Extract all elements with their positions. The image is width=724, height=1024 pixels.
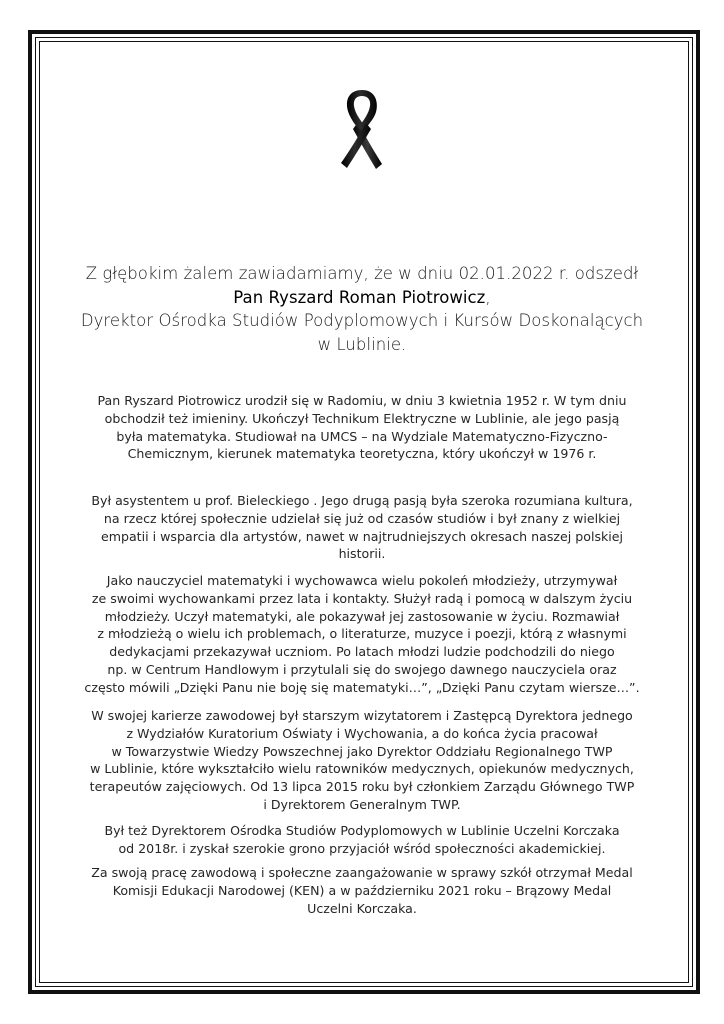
heading-line-1: Z głębokim żalem zawiadamiamy, że w dniu 02.01.2022 r. odszedł [85, 264, 639, 283]
biography-paragraph-1 [76, 392, 648, 463]
biography-paragraph-2 [76, 492, 648, 563]
paragraph-line: i Dyrektorem Generalnym TWP. [263, 796, 461, 812]
biography-paragraph-3 [76, 572, 648, 697]
paragraph-line: dedykacjami przekazywał uczniom. Po latach młodzi ludzie podchodzili do niego [109, 644, 615, 660]
paragraph-line: od 2018r. i zyskał szerokie grono przyjaciół wśród społeczności akademickiej. [118, 840, 606, 856]
paragraph-line: W swojej karierze zawodowej był starszym wizytatorem i Zastępcą Dyrektora jednego [91, 708, 633, 723]
paragraph-line: Chemicznym, kierunek matematyka teoretyczna, który ukończył w 1976 r. [127, 446, 597, 462]
announcement-heading [60, 262, 664, 356]
deceased-name: Pan Ryszard Roman Piotrowicz [233, 287, 486, 307]
paragraph-line: często mówili „Dzięki Panu nie boję się matematyki…”, „Dzięki Panu czytam wiersze…”. [84, 679, 640, 695]
paragraph-line: np. w Centrum Handlowym i przytulali się do swojego dawnego nauczyciela oraz [107, 661, 617, 677]
paragraph-line: Był asystentem u prof. Bieleckiego . Jego drugą pasją była szeroka rozumiana kultura, [91, 493, 633, 508]
paragraph-line: była matematyka. Studiował na UMCS – na Wydziale Matematyczno-Fizyczno- [116, 428, 608, 444]
paragraph-line: z Wydziałów Kuratorium Oświaty i Wychowania, a do końca życia pracował [126, 725, 598, 741]
paragraph-line: obchodził też imieniny. Ukończył Technikum Elektryczne w Lublinie, ale jego pasją [104, 410, 620, 426]
paragraph-line: empatii i wsparcia dla artystów, nawet w najtrudniejszych okresach naszej polskiej [100, 528, 624, 544]
paragraph-line: Za swoją pracę zawodową i społeczne zaangażowanie w sprawy szkół otrzymał Medal [91, 865, 633, 880]
paragraph-line: na rzecz której społecznie udzielał się już od czasów studiów i był znany z wielkiej [103, 510, 621, 526]
biography-paragraph-6 [76, 864, 648, 917]
paragraph-line: Komisji Edukacji Narodowej (KEN) a w październiku 2021 roku – Brązowy Medal [112, 882, 612, 898]
heading-name-line [60, 286, 664, 310]
paragraph-line: Pan Ryszard Piotrowicz urodził się w Radomiu, w dniu 3 kwietnia 1952 r. W tym dniu [97, 393, 627, 408]
paragraph-line: Jako nauczyciel matematyki i wychowawca wielu pokoleń młodzieży, utrzymywał [106, 573, 618, 588]
biography-paragraph-5 [76, 822, 648, 858]
paragraph-line: ze swoimi wychowankami przez lata i kontakty. Służył radą i pomocą w dalszym życiu [91, 590, 633, 606]
paragraph-line: z młodzieżą o wielu ich problemach, o literaturze, muzyce i poezji, którą z własnymi [97, 626, 627, 642]
mourning-ribbon-icon [336, 88, 386, 170]
paragraph-line: w Lublinie, które wykształciło wielu ratowników medycznych, opiekunów medycznych, [90, 761, 634, 777]
paragraph-line: w Towarzystwie Wiedzy Powszechnej jako Dyrektor Oddziału Regionalnego TWP [111, 743, 613, 759]
paragraph-line: terapeutów zajęciowych. Od 13 lipca 2015 roku był członkiem Zarządu Głównego TWP [89, 779, 635, 795]
biography-paragraph-4 [76, 707, 648, 814]
paragraph-line: Był też Dyrektorem Ośrodka Studiów Podyplomowych w Lublinie Uczelni Korczaka [104, 823, 620, 838]
paragraph-line: młodzieży. Uczył matematyki, ale pokazywał jej zastosowanie w życiu. Rozmawiał [104, 608, 620, 624]
heading-line-4: w Lublinie. [317, 334, 407, 354]
paragraph-line: Uczelni Korczaka. [307, 900, 417, 916]
heading-name-suffix: , [485, 287, 491, 307]
heading-line-3: Dyrektor Ośrodka Studiów Podyplomowych i Kursów Doskonalących [80, 311, 644, 330]
paragraph-line: historii. [338, 546, 386, 562]
